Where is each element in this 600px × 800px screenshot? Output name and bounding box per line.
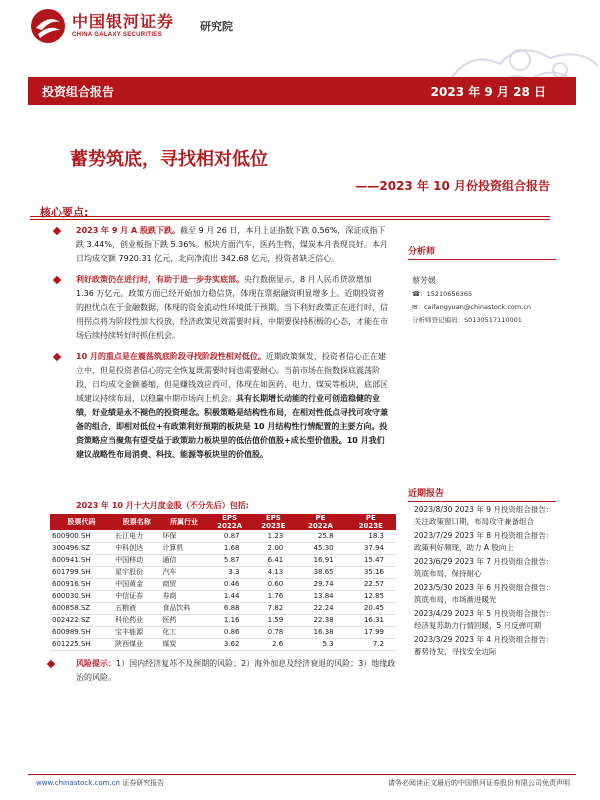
pe-2022a: 22.38 bbox=[295, 614, 345, 626]
table-row bbox=[50, 542, 396, 554]
stock-code: 600030.SH bbox=[50, 590, 113, 602]
eps-2023e: 1.23 bbox=[252, 530, 296, 542]
analyst-name: 蔡芳媛 bbox=[412, 276, 436, 285]
stock-code: 600989.SH bbox=[50, 626, 113, 638]
key-point-text: 截至 9 月 26 日，本月上证指数下跌 0.56%，深证成指下跌 3.44%，创业板指下跌 5.36%。板块方面汽车，医药生物，煤炭本月表现良好。本月日均成交额 7920.31 亿元，北向净流出 342.68 亿元，投资者缺乏信心。 bbox=[76, 226, 388, 263]
stock-code: 600916.SH bbox=[50, 578, 113, 590]
stock-code: 300496.SZ bbox=[50, 542, 113, 554]
pe-2022a: 16.91 bbox=[295, 554, 345, 566]
report-type-banner bbox=[28, 77, 576, 105]
stock-industry: 煤炭 bbox=[160, 638, 207, 650]
table-row bbox=[50, 566, 396, 578]
eps-2022a: 1.16 bbox=[208, 614, 252, 626]
diamond-bullet-icon bbox=[53, 276, 61, 284]
recent-report-item[interactable]: 2023/6/29 2023 年 7 月投资组合报告：筑底布局，保持耐心 bbox=[414, 557, 554, 578]
stock-industry: 医药 bbox=[160, 614, 207, 626]
report-subtitle: ——2023 年 10 月份投资组合报告 bbox=[355, 179, 550, 193]
stock-name: 中国移动 bbox=[113, 554, 160, 566]
stock-industry: 环保 bbox=[160, 530, 207, 542]
eps-2023e: 7.82 bbox=[252, 602, 296, 614]
pe-2023e: 20.45 bbox=[346, 602, 396, 614]
eps-2022a: 0.46 bbox=[208, 578, 252, 590]
key-point-heading: 2023 年 9 月 A 股跌下跌。 bbox=[76, 226, 180, 235]
company-logo bbox=[30, 6, 174, 46]
pe-2022a: 25.8 bbox=[295, 530, 345, 542]
risk-warning bbox=[76, 657, 396, 685]
stock-industry: 通信 bbox=[160, 554, 207, 566]
column-header-pe-2022a: PE 2022A bbox=[295, 514, 345, 530]
table-row bbox=[50, 554, 396, 566]
analyst-phone: ☎：15210656365 bbox=[412, 290, 473, 298]
key-point-heading: 利好政策仍在进行时，有助于进一步夯实底部。 bbox=[76, 275, 244, 284]
key-points-list bbox=[48, 224, 390, 469]
pe-2023e: 35.16 bbox=[346, 566, 396, 578]
recent-report-item[interactable]: 2023/8/30 2023 年 9 月投资组合报告：关注政策窗口期，布局攻守兼备组合 bbox=[414, 505, 554, 526]
stock-name: 陕西煤业 bbox=[113, 638, 160, 650]
eps-2022a: 0.87 bbox=[208, 530, 252, 542]
pe-2023e: 12.85 bbox=[346, 590, 396, 602]
analyst-panel bbox=[408, 244, 556, 260]
stock-name: 中国黄金 bbox=[113, 578, 160, 590]
divider bbox=[30, 216, 550, 217]
stock-name: 科伦药业 bbox=[113, 614, 160, 626]
website-link[interactable]: www.chinastock.com.cn bbox=[36, 779, 120, 787]
table-row bbox=[50, 614, 396, 626]
key-point-text: 近期政策频发，投资者信心正在建立中，但是投资者信心的完全恢复既需要时间也需要耐心。当前市场在指数探底震荡阶段，日均成交金额萎缩，但是赚钱效应尚可，体现在如医药、电力、煤炭等板块，底部区域建议持续布局，以稳赢中期市场向上机会。 bbox=[76, 352, 388, 403]
golden-stocks-table bbox=[50, 514, 396, 651]
stock-name: 中科创达 bbox=[113, 542, 160, 554]
pe-2022a: 45.30 bbox=[295, 542, 345, 554]
report-title: 蓄势筑底，寻找相对低位 bbox=[70, 149, 268, 170]
recent-reports-heading: 近期报告 bbox=[408, 486, 556, 502]
pe-2023e: 37.94 bbox=[346, 542, 396, 554]
pe-2022a: 29.74 bbox=[295, 578, 345, 590]
eps-2023e: 0.78 bbox=[252, 626, 296, 638]
stock-code: 600858.SZ bbox=[50, 602, 113, 614]
key-point-item bbox=[48, 350, 390, 462]
key-point-text: 央行数据显示，8 月人民币贷款增加 1.36 万亿元。政策方面已经开始加力稳信贷，体现在票据融资明显增多上。近期投资者的担忧点在于金融数据，体现的资金流动性环境低于预期。当下利好政策正在进行时，信用拐点将为阶段性加大投放，经济政策见效需要时间，中期要保持积极的心态，才能在市场后续持续转好时抓住机会。 bbox=[76, 275, 388, 340]
eps-2022a: 6.88 bbox=[208, 602, 252, 614]
analyst-heading: 分析师 bbox=[408, 244, 556, 260]
stock-code: 601799.SH bbox=[50, 566, 113, 578]
analyst-registration-code: 分析师登记编码：S0130517110001 bbox=[412, 316, 522, 324]
eps-2022a: 1.44 bbox=[208, 590, 252, 602]
stock-industry: 汽车 bbox=[160, 566, 207, 578]
stock-name: 长江电力 bbox=[113, 530, 160, 542]
footer-source bbox=[36, 778, 164, 788]
recent-reports-list bbox=[414, 504, 556, 660]
key-point-heading: 10 月的重点是在震荡筑底阶段寻找阶段性相对低位。 bbox=[76, 352, 266, 361]
table-header-row bbox=[50, 514, 396, 530]
eps-2023e: 2.6 bbox=[252, 638, 296, 650]
stock-industry: 券商 bbox=[160, 590, 207, 602]
pe-2023e: 18.3 bbox=[346, 530, 396, 542]
footer-source-label: 证券研究报告 bbox=[119, 779, 165, 787]
key-point-item bbox=[48, 273, 390, 343]
stock-industry: 化工 bbox=[160, 626, 207, 638]
eps-2022a: 1.68 bbox=[208, 542, 252, 554]
eps-2023e: 1.76 bbox=[252, 590, 296, 602]
logo-english-name: CHINA GALAXY SECURITIES bbox=[72, 32, 162, 38]
stock-industry: 食品饮料 bbox=[160, 602, 207, 614]
pe-2022a: 13.84 bbox=[295, 590, 345, 602]
column-header-name: 股票名称 bbox=[113, 514, 160, 530]
table-row bbox=[50, 626, 396, 638]
pe-2023e: 15.47 bbox=[346, 554, 396, 566]
pe-2022a: 5.3 bbox=[295, 638, 345, 650]
stock-name: 五粮液 bbox=[113, 602, 160, 614]
diamond-bullet-icon bbox=[47, 660, 55, 668]
table-row bbox=[50, 638, 396, 650]
eps-2022a: 3.62 bbox=[208, 638, 252, 650]
stock-code: 600900.SH bbox=[50, 530, 113, 542]
pe-2022a: 22.24 bbox=[295, 602, 345, 614]
table-row bbox=[50, 530, 396, 542]
table-row bbox=[50, 578, 396, 590]
eps-2023e: 6.41 bbox=[252, 554, 296, 566]
stock-name: 中信证券 bbox=[113, 590, 160, 602]
eps-2022a: 5.87 bbox=[208, 554, 252, 566]
recent-report-item[interactable]: 2023/7/29 2023 年 8 月投资组合报告：政策利好频现，助力 A 股向上 bbox=[414, 531, 554, 552]
column-header-pe-2023e: PE 2023E bbox=[346, 514, 396, 530]
pe-2023e: 16.31 bbox=[346, 614, 396, 626]
eps-2023e: 0.60 bbox=[252, 578, 296, 590]
eps-2023e: 4.13 bbox=[252, 566, 296, 578]
research-institute-label: 研究院 bbox=[200, 20, 233, 33]
pe-2022a: 38.65 bbox=[295, 566, 345, 578]
table-row bbox=[50, 602, 396, 614]
stock-name: 星宇股份 bbox=[113, 566, 160, 578]
diamond-bullet-icon bbox=[53, 227, 61, 235]
column-header-industry: 所属行业 bbox=[160, 514, 207, 530]
stock-industry: 商贸 bbox=[160, 578, 207, 590]
logo-chinese-name: 中国银河证券 bbox=[72, 12, 175, 31]
stock-industry: 计算机 bbox=[160, 542, 207, 554]
stock-table-title: 2023 年 10 月十大月度金股（不分先后）包括: bbox=[76, 501, 249, 510]
divider bbox=[30, 219, 550, 220]
eps-2022a: 0.86 bbox=[208, 626, 252, 638]
risk-warning-heading: 风险提示： bbox=[76, 659, 116, 668]
stock-code: 002422.SZ bbox=[50, 614, 113, 626]
galaxy-logo-icon bbox=[30, 8, 66, 44]
column-header-code: 股票代码 bbox=[50, 514, 113, 530]
key-points-label: 核心要点: bbox=[40, 206, 89, 219]
recent-report-item[interactable]: 2023/4/29 2023 年 5 月投资组合报告：经济复苏助力行情回暖，5 月反弹可期 bbox=[414, 609, 554, 630]
table-row bbox=[50, 590, 396, 602]
recent-report-item[interactable]: 2023/3/29 2023 年 4 月投资组合报告：蓄势待发，寻找安全边际 bbox=[414, 635, 554, 656]
key-point-emphasis: 具有长期增长动能的行业可创造稳健的业绩，好业绩是永不褪色的投资理念。积极策略是结构性布局，在相对性低点寻找可攻守兼备的组合，即相对低位+有政策利好预期的板块是 10 月结构性行情配置的主要方向。投资策略应当聚焦有望受益于政策助力板块里的低估值价值股+成长型价值股。10 月我们建议战略性布局消费、科技、能源等板块里的价值股。 bbox=[76, 394, 388, 459]
analyst-email: ✉：caifangyuan@chinastock.com.cn bbox=[412, 303, 531, 311]
footer-disclaimer: 请务必阅读正文最后的中国银河证券股份有限公司免责声明 bbox=[388, 779, 570, 787]
risk-warning-text: 1）国内经济复苏不及预期的风险；2）海外加息及经济衰退的风险；3）地缘政治的风险。 bbox=[76, 659, 396, 682]
stock-code: 601225.SH bbox=[50, 638, 113, 650]
column-header-eps-2023e: EPS 2023E bbox=[252, 514, 296, 530]
pe-2023e: 17.99 bbox=[346, 626, 396, 638]
report-date: 2023 年 9 月 28 日 bbox=[430, 85, 546, 99]
eps-2023e: 1.59 bbox=[252, 614, 296, 626]
key-point-item bbox=[48, 224, 390, 266]
eps-2023e: 2.00 bbox=[252, 542, 296, 554]
recent-report-item[interactable]: 2023/5/30 2023 年 6 月投资组合报告：筑底布局，市场渐进暖光 bbox=[414, 583, 554, 604]
footer-divider bbox=[28, 774, 576, 775]
pe-2023e: 22.57 bbox=[346, 578, 396, 590]
stock-code: 600941.SH bbox=[50, 554, 113, 566]
diamond-bullet-icon bbox=[53, 353, 61, 361]
pe-2022a: 16.38 bbox=[295, 626, 345, 638]
stock-name: 宝丰能源 bbox=[113, 626, 160, 638]
eps-2022a: 3.3 bbox=[208, 566, 252, 578]
pe-2023e: 7.2 bbox=[346, 638, 396, 650]
report-type-label: 投资组合报告 bbox=[42, 85, 115, 99]
column-header-eps-2022a: EPS 2022A bbox=[208, 514, 252, 530]
